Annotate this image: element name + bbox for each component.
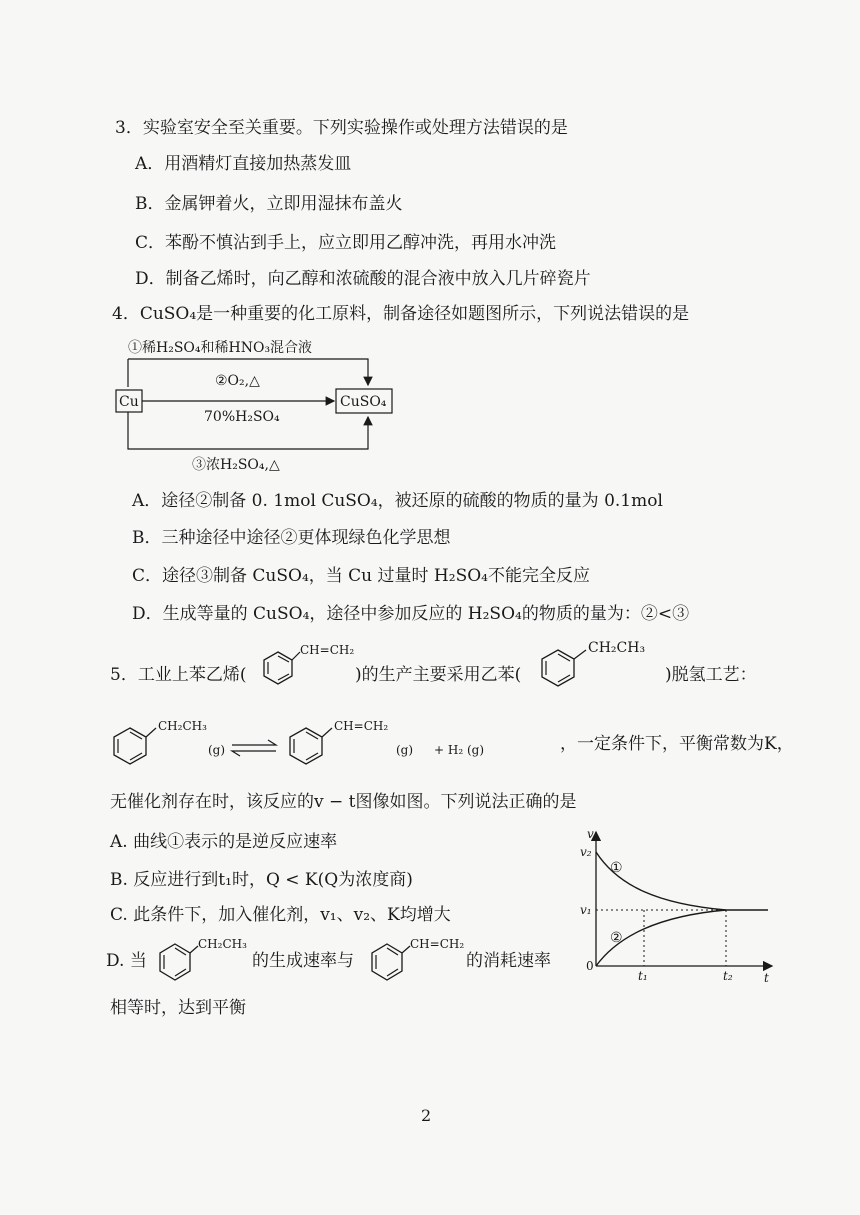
dehydrogenation-equation	[100, 712, 560, 778]
v2-label: v₂	[580, 845, 592, 859]
svg-text:CH=CH₂: CH=CH₂	[410, 937, 465, 951]
ethylbenzene-structure-inline	[528, 638, 668, 696]
svg-text:+ H₂ (g): + H₂ (g)	[434, 743, 485, 757]
svg-text:(g): (g)	[208, 743, 226, 757]
styrene-structure-option-d	[362, 932, 466, 990]
t2-label: t₂	[723, 969, 733, 983]
question-4-option-c: C．途径③制备 CuSO₄，当 Cu 过量时 H₂SO₄不能完全反应	[132, 566, 590, 586]
question-4-option-d: D．生成等量的 CuSO₄，途径中参加反应的 H₂SO₄的物质的量为：②<③	[132, 604, 690, 624]
question-5-option-b: B. 反应进行到t₁时，Q < K(Q为浓度商)	[110, 870, 413, 890]
question-3-option-a: A．用酒精灯直接加热蒸发皿	[135, 154, 352, 174]
origin-label: 0	[586, 959, 594, 973]
question-3-stem: 3．实验室安全至关重要。下列实验操作或处理方法错误的是	[115, 118, 568, 138]
ethylbenzene-structure-option-d	[150, 932, 250, 990]
svg-text:CH₂CH₃: CH₂CH₃	[588, 640, 646, 656]
v-t-graph	[578, 826, 778, 986]
styrene-structure-inline	[256, 640, 356, 696]
question-5-option-c: C. 此条件下，加入催化剂，v₁、v₂、K均增大	[110, 905, 451, 925]
question-5-option-d-part1: D. 当	[106, 951, 147, 971]
svg-text:CH₂CH₃: CH₂CH₃	[158, 719, 207, 733]
svg-text:CH=CH₂: CH=CH₂	[334, 719, 389, 733]
route-3-label: ③浓H₂SO₄,△	[192, 457, 280, 473]
question-5-equation-tail: ，一定条件下，平衡常数为K，	[560, 734, 794, 754]
question-5-stem-a: 5．工业上苯乙烯(	[110, 665, 247, 685]
question-3-option-b: B．金属钾着火，立即用湿抹布盖火	[135, 194, 403, 214]
cuso4-route-diagram	[100, 335, 400, 485]
curve-2-label: ②	[610, 930, 623, 946]
question-4-option-b: B．三种途径中途径②更体现绿色化学思想	[132, 528, 451, 548]
y-axis-label: v	[587, 827, 594, 841]
question-4-option-a: A．途径②制备 0. 1mol CuSO₄，被还原的硫酸的物质的量为 0.1mol	[132, 491, 663, 511]
svg-text:CH₂CH₃: CH₂CH₃	[198, 937, 247, 951]
v1-label: v₁	[580, 903, 592, 917]
x-axis-label: t	[764, 971, 769, 985]
question-5-option-d-part3: 的消耗速率	[466, 951, 551, 971]
cu-label: Cu	[119, 394, 139, 410]
question-4-stem: 4．CuSO₄是一种重要的化工原料，制备途径如题图所示，下列说法错误的是	[112, 304, 690, 324]
t1-label: t₁	[638, 969, 648, 983]
svg-text:(g): (g)	[396, 743, 414, 757]
question-3-option-c: C．苯酚不慎沾到手上，应立即用乙醇冲洗，再用水冲洗	[135, 233, 557, 253]
question-5-option-a: A. 曲线①表示的是逆反应速率	[110, 832, 338, 852]
question-5-stem-2: 无催化剂存在时，该反应的v − t图像如图。下列说法正确的是	[110, 792, 577, 812]
question-5-stem-c: )脱氢工艺：	[665, 665, 757, 685]
question-5-option-d-part4: 相等时，达到平衡	[110, 998, 246, 1018]
curve-1-label: ①	[610, 860, 623, 876]
route-1-label: ①稀H₂SO₄和稀HNO₃混合液	[128, 340, 313, 356]
page-number: 2	[421, 1106, 432, 1125]
route-2-label-top: ②O₂,△	[215, 373, 260, 389]
question-3-option-d: D．制备乙烯时，向乙醇和浓硫酸的混合液中放入几片碎瓷片	[135, 269, 591, 289]
route-2-label-bottom: 70%H₂SO₄	[204, 409, 280, 425]
question-5-option-d-part2: 的生成速率与	[252, 951, 354, 971]
svg-text:CH=CH₂: CH=CH₂	[300, 643, 355, 657]
cuso4-label: CuSO₄	[340, 394, 387, 410]
question-5-stem-b: )的生产主要采用乙苯(	[355, 665, 522, 685]
